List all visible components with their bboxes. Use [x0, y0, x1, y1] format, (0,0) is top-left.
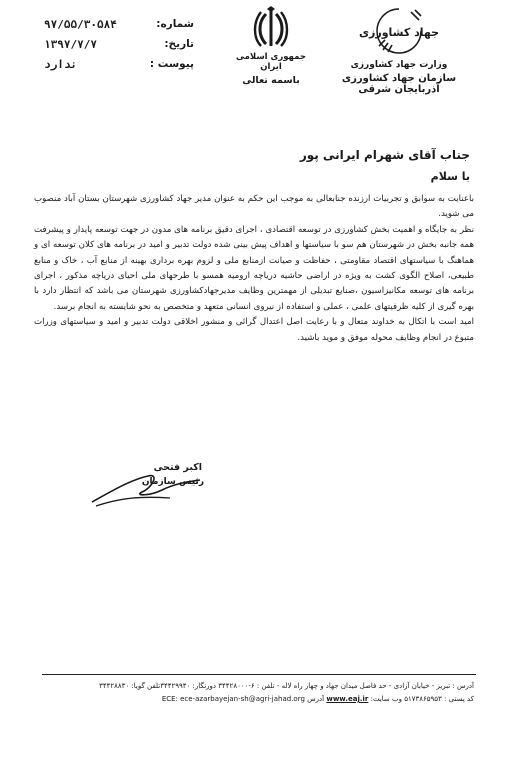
- addressee-block: [300, 148, 470, 183]
- signatory-title: رئیس سازمان: [141, 477, 204, 487]
- greeting: با سلام: [430, 170, 470, 183]
- website-link[interactable]: www.eaj.ir: [326, 695, 369, 703]
- ece-address: آدرس ECE: ece-azarbayejan-sh@agri-jahad.org: [161, 695, 325, 703]
- logo-text: جهاد کشاورزی: [358, 26, 440, 39]
- signature-block: [90, 462, 210, 510]
- letter-body: [34, 192, 474, 346]
- republic-label: جمهوری اسلامی ایران: [236, 52, 306, 72]
- footer-contact: [38, 693, 474, 706]
- attachment-value: ندارد: [44, 57, 78, 71]
- basmala-label: باسمه تعالی: [242, 75, 300, 86]
- body-paragraph: باعنایت به سوابق و تجربیات ارزنده جنابعالی به موجب این حکم به عنوان مدیر جهاد کشاورزی شهرستان بستان آباد منصوب می شوید.: [34, 194, 474, 220]
- date-row: [44, 34, 194, 54]
- attachment-row: [44, 54, 194, 74]
- number-row: [44, 14, 194, 34]
- iran-emblem-icon: [252, 6, 290, 50]
- date-label: تاریخ:: [164, 38, 194, 50]
- jahad-logo-icon: [358, 6, 440, 56]
- body-paragraph: نظر به جایگاه و اهمیت بخش کشاورزی در توسعه اقتصادی ، اجرای دقیق برنامه های مدون در جهت توسعه پایدار و پیشرفت همه جانبه بخش در شهرستان هم سو با سیاستها و اهداف پیش بینی شده دولت تدبیر و امید در برنامه های کلان توسعه ای و هماهنگ با سیاستهای اقتصاد مقاومتی ، حفاظت و صیانت ازمنابع ملی و لزوم بهره برداری بهینه از منابع آب ، خاک و منابع طبیعی، اصلاح الگوی کشت به ویژه در اراضی حاشیه دریاچه ارومیه همسو با طرحهای ملی احیای دریاچه مذکور ، اجرای برنامه های توسعه مکانیزاسیون ،صنایع تبدیلی از مهمترین وظایف مدیرجهادکشاورزی شهرستان می باشد که انتظار دارد با بهره گیری از کلیه ظرفیتهای علمی ، عملی و استفاده از نیروی انسانی متعهد و متخصص به نحو شایسته به انجام برسد.: [34, 224, 474, 312]
- footer: [38, 680, 474, 706]
- body-paragraph: امید است با اتکال به خداوند متعال و با رعایت اصل اعتدال گرائی و منشور اخلاقی دولت تدبیر و امید و سیاستهای وزرات متبوع در انجام وظایف محوله موفق و موید باشید.: [34, 317, 474, 343]
- ministry-block: [324, 6, 474, 95]
- number-label: شماره:: [156, 18, 194, 30]
- organization-name: سازمان جهاد کشاورزی آذربایجان شرقی: [341, 73, 457, 95]
- number-value: ۹۷/۵۵/۳۰۵۸۴: [44, 17, 117, 31]
- footer-divider: [42, 674, 476, 675]
- national-emblem-block: [226, 6, 316, 86]
- letter-meta: [44, 14, 194, 74]
- postal-code: کد پستی : ۵۱۷۳۸۶۵۹۵۳ وب سایت:: [370, 695, 474, 703]
- date-value: ۱۳۹۷/۷/۷: [44, 37, 97, 51]
- ministry-name: وزارت جهاد کشاورزی: [350, 60, 448, 70]
- recipient-name: جناب آقای شهرام ایرانی پور: [299, 148, 470, 162]
- footer-address: آدرس : تبریز - خیابان آزادی - حد فاصل میدان جهاد و چهار راه لاله - تلفن : ۶-۳۴۴۲۸۰۰۰ دورنگار: ۳۴۴۲۹۹۴۰تلفن گویا: ۳۴۴۲۸۸۳۰: [99, 682, 474, 690]
- attachment-label: پیوست :: [149, 58, 194, 70]
- signatory-name: اکبر فتحی: [153, 462, 202, 473]
